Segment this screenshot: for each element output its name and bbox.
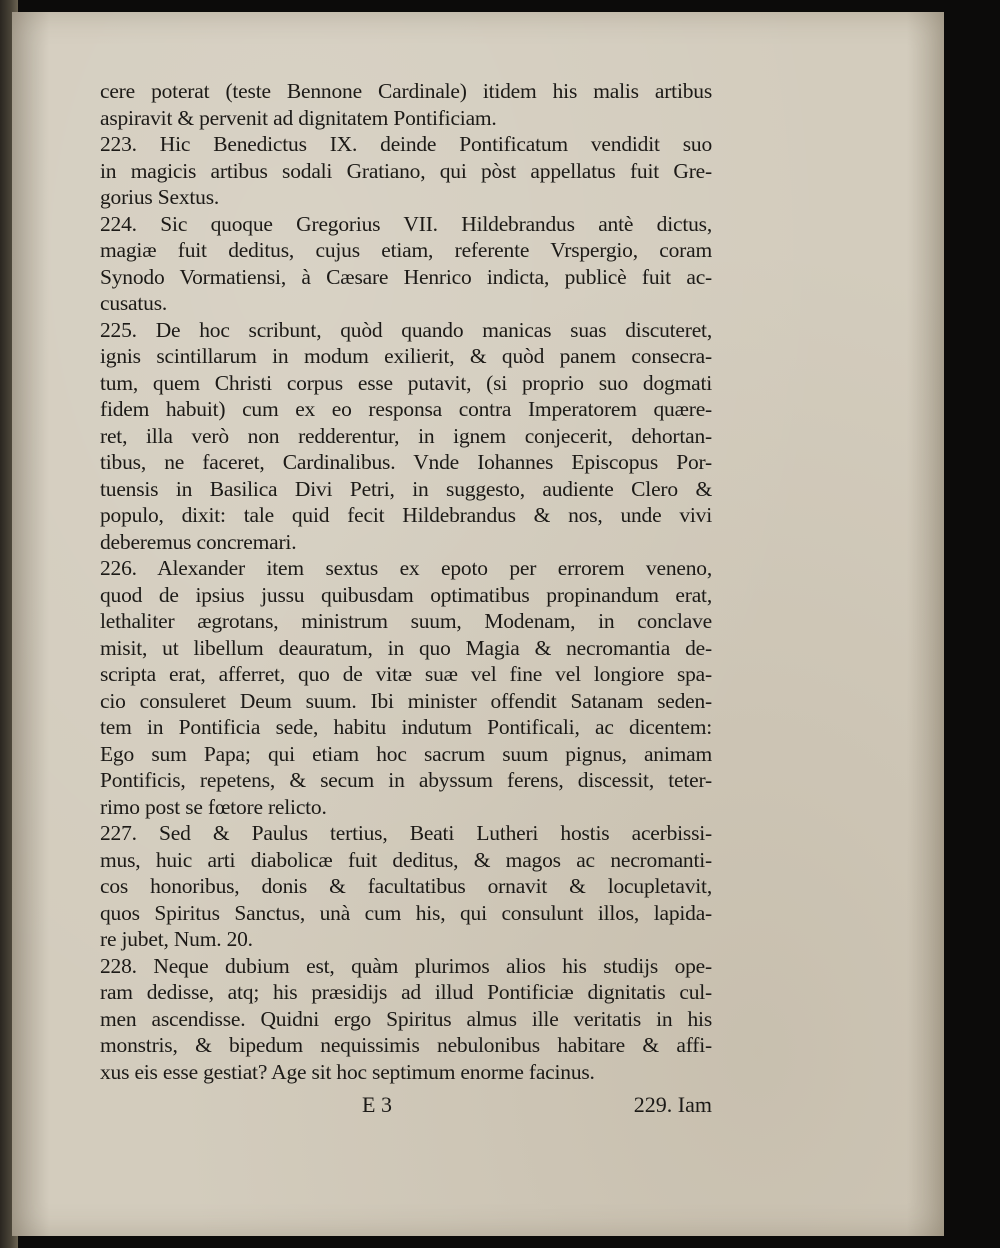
text-line: tuensis in Basilica Divi Petri, in suggesto, audiente Clero & bbox=[100, 476, 712, 501]
text-line: cere poterat (teste Bennone Cardinale) itidem his malis artibus bbox=[100, 79, 712, 103]
text-line: 226. Alexander item sextus ex epoto per errorem veneno, bbox=[100, 556, 712, 580]
text-line: mus, huic arti diabolicæ fuit deditus, & magos ac necromanti- bbox=[100, 847, 712, 872]
page-footer bbox=[100, 1092, 712, 1122]
text-line: Pontificis, repetens, & secum in abyssum ferens, discessit, teter- bbox=[100, 768, 712, 792]
text-line: Synodo Vormatiensi, à Cæsare Henrico indicta, publicè fuit ac- bbox=[100, 264, 712, 289]
text-line: gorius Sextus. bbox=[100, 185, 220, 209]
text-line: Ego sum Papa; qui etiam hoc sacrum suum pignus, animam bbox=[100, 741, 712, 766]
signature-mark: E 3 bbox=[362, 1092, 392, 1117]
text-line: fidem habuit) cum ex eo responsa contra Imperatorem quære- bbox=[100, 397, 712, 421]
text-line: ignis scintillarum in modum exilierit, & quòd panem consecra- bbox=[100, 344, 712, 368]
text-line: magiæ fuit deditus, cujus etiam, referente Vrspergio, coram bbox=[100, 238, 712, 262]
text-line: in magicis artibus sodali Gratiano, qui pòst appellatus fuit Gre- bbox=[100, 158, 712, 183]
text-line: 225. De hoc scribunt, quòd quando manicas suas discuteret, bbox=[100, 317, 712, 342]
text-line: ram dedisse, atq; his præsidijs ad illud Pontificiæ dignitatis cul- bbox=[100, 980, 712, 1004]
body-text bbox=[100, 78, 712, 1085]
text-line: rimo post se fœtore relicto. bbox=[100, 794, 327, 819]
text-line: 223. Hic Benedictus IX. deinde Pontificatum vendidit suo bbox=[100, 132, 712, 156]
text-line: tum, quem Christi corpus esse putavit, (si proprio suo dogmati bbox=[100, 370, 712, 395]
text-line: cusatus. bbox=[100, 291, 168, 315]
text-line: re jubet, Num. 20. bbox=[100, 927, 253, 951]
text-line: tibus, ne faceret, Cardinalibus. Vnde Iohannes Episcopus Por- bbox=[100, 450, 712, 474]
text-line: tem in Pontificia sede, habitu indutum Pontificali, ac dicentem: bbox=[100, 715, 712, 739]
text-line: lethaliter ægrotans, ministrum suum, Modenam, in conclave bbox=[100, 609, 712, 633]
text-line: quod de ipsius jussu quibusdam optimatibus propinandum erat, bbox=[100, 582, 712, 607]
text-line: populo, dixit: tale quid fecit Hildebrandus & nos, unde vivi bbox=[100, 503, 712, 527]
text-line: quos Spiritus Sanctus, unà cum his, qui consulunt illos, lapida- bbox=[100, 900, 712, 925]
book-page bbox=[12, 12, 944, 1236]
text-line: ret, illa verò non redderentur, in ignem conjecerit, dehortan- bbox=[100, 423, 712, 448]
catchword: 229. Iam bbox=[633, 1092, 712, 1117]
text-line: deberemus concremari. bbox=[100, 529, 297, 554]
text-line: men ascendisse. Quidni ergo Spiritus almus ille veritatis in his bbox=[100, 1006, 712, 1031]
text-line: scripta erat, afferret, quo de vitæ suæ vel fine vel longiore spa- bbox=[100, 662, 712, 686]
text-line: 227. Sed & Paulus tertius, Beati Lutheri hostis acerbissi- bbox=[100, 821, 712, 845]
text-line: misit, ut libellum deauratum, in quo Magia & necromantia de- bbox=[100, 635, 712, 660]
text-line: 224. Sic quoque Gregorius VII. Hildebrandus antè dictus, bbox=[100, 211, 712, 236]
text-line: cio consuleret Deum suum. Ibi minister offendit Satanam seden- bbox=[100, 688, 712, 713]
text-line: cos honoribus, donis & facultatibus ornavit & locupletavit, bbox=[100, 874, 712, 898]
text-line: xus eis esse gestiat? Age sit hoc septimum enorme facinus. bbox=[100, 1059, 595, 1084]
text-line: monstris, & bipedum nequissimis nebulonibus habitare & affi- bbox=[100, 1033, 712, 1057]
text-line: aspiravit & pervenit ad dignitatem Pontificiam. bbox=[100, 105, 497, 130]
text-line: 228. Neque dubium est, quàm plurimos alios his studijs ope- bbox=[100, 953, 712, 978]
